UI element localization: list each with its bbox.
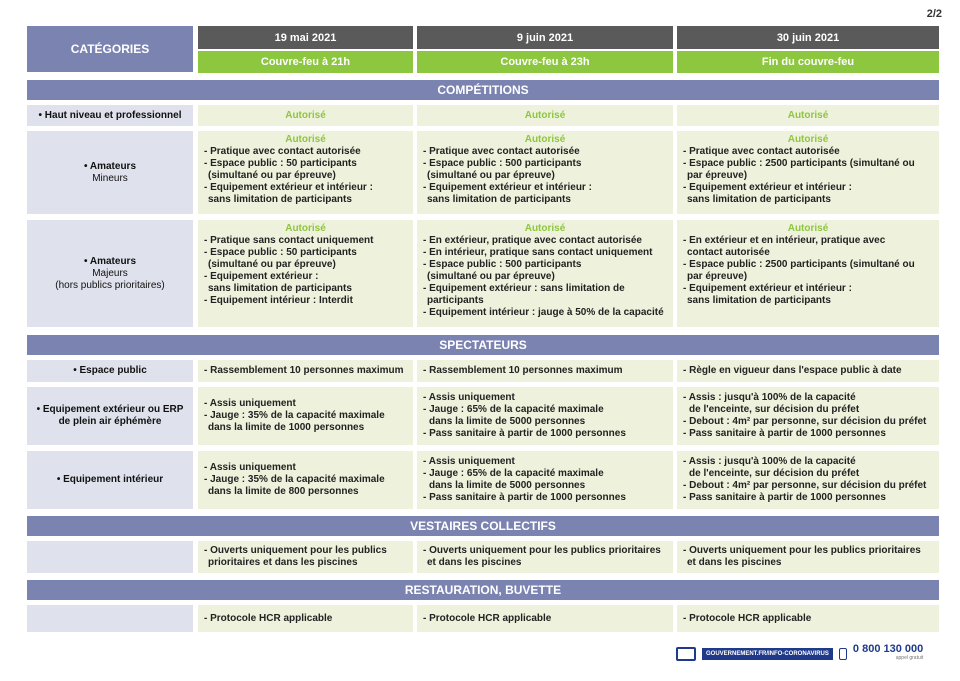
row-label-equipement-interieur (27, 451, 193, 509)
cell-amateurs-majeurs-2 (417, 220, 673, 327)
cell-vestiaires-1 (198, 541, 413, 573)
cell-amateurs-mineurs-3 (677, 131, 939, 214)
rule-line: sans limitation de participants (208, 283, 352, 294)
cell-restauration-1 (198, 605, 413, 632)
rule-line: dans la limite de 5000 personnes (429, 416, 586, 427)
rule-line: de l'enceinte, sur décision du préfet (689, 468, 860, 479)
rule-line: dans la limite de 5000 personnes (429, 480, 586, 491)
cell-vestiaires-2 (417, 541, 673, 573)
rule-line: - Jauge : 35% de la capacité maximale (204, 410, 385, 421)
rule-line: - Espace public : 2500 participants (simultané ou (683, 158, 915, 169)
date-col-3: 30 juin 2021 (677, 26, 939, 49)
cell-haut-niveau-3 (677, 105, 939, 126)
rule-line: - Assis : jusqu'à 100% de la capacité (683, 456, 856, 467)
rule-line: (simultané ou par épreuve) (427, 170, 555, 181)
rule-line: - Pratique avec contact autorisée (423, 146, 580, 157)
rule-line: - Assis uniquement (204, 462, 296, 473)
rule-line: - Espace public : 500 participants (423, 158, 582, 169)
cell-haut-niveau-2 (417, 105, 673, 126)
cell-equipement-interieur-2 (417, 451, 673, 509)
rule-line: (simultané ou par épreuve) (427, 271, 555, 282)
rule-line: - Ouverts uniquement pour les publics prioritaires (683, 545, 921, 556)
status-authorized: Autorisé (285, 109, 326, 121)
rule-line: - Equipement extérieur et intérieur : (423, 182, 592, 193)
label-line: de plein air éphémère (58, 416, 162, 427)
rule-line: - Pass sanitaire à partir de 1000 personnes (683, 492, 886, 503)
rule-line: - Assis uniquement (423, 456, 515, 467)
status-authorized: Autorisé (524, 223, 566, 234)
row-label-equipement-exterieur (27, 387, 193, 445)
rule-line: dans la limite de 1000 personnes (208, 422, 365, 433)
rule-line: - Espace public : 50 participants (204, 247, 357, 258)
rule-line: - Equipement extérieur et intérieur : (683, 283, 852, 294)
status-authorized: Autorisé (285, 223, 326, 234)
label-line: • Equipement extérieur ou ERP (36, 404, 184, 415)
rule-line: - Rassemblement 10 personnes maximum (204, 365, 404, 376)
status-authorized: Autorisé (524, 134, 566, 145)
rule-line: - Pratique sans contact uniquement (204, 235, 374, 246)
phase-col-3: Fin du couvre-feu (677, 51, 939, 73)
status-authorized: Autorisé (787, 109, 829, 121)
date-col-2: 9 juin 2021 (417, 26, 673, 49)
rule-line: prioritaires et dans les piscines (208, 557, 358, 568)
rule-line: - Jauge : 35% de la capacité maximale (204, 474, 385, 485)
site-link[interactable]: GOUVERNEMENT.FR/INFO-CORONAVIRUS (702, 648, 833, 660)
rule-line: - Assis uniquement (423, 392, 515, 403)
rule-line: - Rassemblement 10 personnes maximum (423, 365, 623, 376)
row-label-espace-public (27, 360, 193, 382)
categories-header: CATÉGORIES (27, 26, 193, 72)
cell-amateurs-mineurs-1 (198, 131, 413, 214)
status-authorized: Autorisé (787, 223, 829, 234)
cell-amateurs-majeurs-1 (198, 220, 413, 327)
status-authorized: Autorisé (787, 134, 829, 145)
rule-line: - Equipement extérieur : sans limitation de (423, 283, 625, 294)
cell-amateurs-mineurs-2 (417, 131, 673, 214)
rule-line: - Pratique avec contact autorisée (204, 146, 361, 157)
label-line: • Amateurs (83, 160, 137, 172)
rule-line: - Assis : jusqu'à 100% de la capacité (683, 392, 856, 403)
status-authorized: Autorisé (524, 109, 566, 121)
cell-espace-public-3 (677, 360, 939, 382)
rule-line: - Ouverts uniquement pour les publics prioritaires (423, 545, 661, 556)
rule-line: - Protocole HCR applicable (423, 612, 552, 624)
rule-line: et dans les piscines (687, 557, 782, 568)
rule-line: - En extérieur et en intérieur, pratique avec (683, 235, 886, 246)
phase-col-1: Couvre-feu à 21h (198, 51, 413, 73)
rule-line: par épreuve) (687, 271, 748, 282)
rule-line: - Espace public : 2500 participants (simultané ou (683, 259, 915, 270)
rule-line: contact autorisée (687, 247, 770, 258)
rule-line: sans limitation de participants (687, 194, 831, 205)
rule-line: (simultané ou par épreuve) (208, 170, 336, 181)
rule-line: - Equipement extérieur et intérieur : (204, 182, 373, 193)
rule-line: - Equipement intérieur : jauge à 50% de la capacité (423, 307, 664, 318)
rule-line: - Espace public : 50 participants (204, 158, 357, 169)
date-col-1: 19 mai 2021 (198, 26, 413, 49)
rule-line: sans limitation de participants (687, 295, 831, 306)
cell-equipement-exterieur-1 (198, 387, 413, 445)
computer-icon (676, 647, 696, 661)
row-label-vestiaires (27, 541, 193, 573)
rule-line: - Jauge : 65% de la capacité maximale (423, 404, 604, 415)
rule-line: - Jauge : 65% de la capacité maximale (423, 468, 604, 479)
row-label-haut-niveau (27, 105, 193, 126)
rule-line: et dans les piscines (427, 557, 522, 568)
cell-haut-niveau-1 (198, 105, 413, 126)
cell-equipement-interieur-3 (677, 451, 939, 509)
status-authorized: Autorisé (285, 134, 326, 145)
rule-line: par épreuve) (687, 170, 748, 181)
rule-line: - En intérieur, pratique sans contact uniquement (423, 247, 653, 258)
rule-line: - Pass sanitaire à partir de 1000 personnes (423, 428, 626, 439)
rule-line: - Ouverts uniquement pour les publics (204, 545, 387, 556)
rule-line: - Pass sanitaire à partir de 1000 personnes (423, 492, 626, 503)
row-label-restauration (27, 605, 193, 632)
row-label-amateurs-mineurs (27, 131, 193, 214)
cell-restauration-2 (417, 605, 673, 632)
rule-line: dans la limite de 800 personnes (208, 486, 359, 497)
rule-line: - Equipement extérieur et intérieur : (683, 182, 852, 193)
label-line: Mineurs (92, 172, 128, 184)
rule-line: - Assis uniquement (204, 398, 296, 409)
rule-line: - En extérieur, pratique avec contact autorisée (423, 235, 642, 246)
rule-line: sans limitation de participants (208, 194, 352, 205)
rule-line: sans limitation de participants (427, 194, 571, 205)
label-line: • Haut niveau et professionnel (38, 109, 182, 121)
cell-espace-public-2 (417, 360, 673, 382)
rule-line: participants (427, 295, 484, 306)
label-line: (hors publics prioritaires) (55, 279, 165, 291)
rule-line: - Protocole HCR applicable (683, 612, 812, 624)
cell-equipement-exterieur-2 (417, 387, 673, 445)
phase-col-2: Couvre-feu à 23h (417, 51, 673, 73)
rule-line: - Pratique avec contact autorisée (683, 146, 840, 157)
section-vestiaires: VESTAIRES COLLECTIFS (27, 516, 939, 536)
rule-line: - Debout : 4m² par personne, sur décision du préfet (683, 480, 927, 491)
rule-line: - Debout : 4m² par personne, sur décision du préfet (683, 416, 927, 427)
rule-line: (simultané ou par épreuve) (208, 259, 336, 270)
page-number: 2/2 (926, 8, 942, 20)
cell-amateurs-majeurs-3 (677, 220, 939, 327)
cell-espace-public-1 (198, 360, 413, 382)
cell-equipement-exterieur-3 (677, 387, 939, 445)
phone-note: appel gratuit (895, 655, 924, 661)
phone-number[interactable]: 0 800 130 000 (852, 643, 924, 655)
section-competitions: COMPÉTITIONS (27, 80, 939, 100)
footer (676, 645, 923, 663)
rule-line: de l'enceinte, sur décision du préfet (689, 404, 860, 415)
rule-line: - Equipement intérieur : Interdit (204, 295, 353, 306)
label-line: • Espace public (73, 365, 147, 376)
rule-line: - Equipement extérieur : (204, 271, 319, 282)
rule-line: - Règle en vigueur dans l'espace public à date (683, 365, 902, 376)
section-restauration: RESTAURATION, BUVETTE (27, 580, 939, 600)
section-spectateurs: SPECTATEURS (27, 335, 939, 355)
label-line: • Amateurs (83, 255, 137, 267)
row-label-amateurs-majeurs (27, 220, 193, 327)
phone-icon (839, 648, 847, 660)
phone-block (853, 645, 923, 663)
cell-equipement-interieur-1 (198, 451, 413, 509)
cell-restauration-3 (677, 605, 939, 632)
cell-vestiaires-3 (677, 541, 939, 573)
rule-line: - Pass sanitaire à partir de 1000 personnes (683, 428, 886, 439)
rule-line: - Protocole HCR applicable (204, 612, 333, 624)
label-line: • Equipement intérieur (56, 474, 164, 485)
label-line: Majeurs (92, 267, 128, 279)
rule-line: - Espace public : 500 participants (423, 259, 582, 270)
